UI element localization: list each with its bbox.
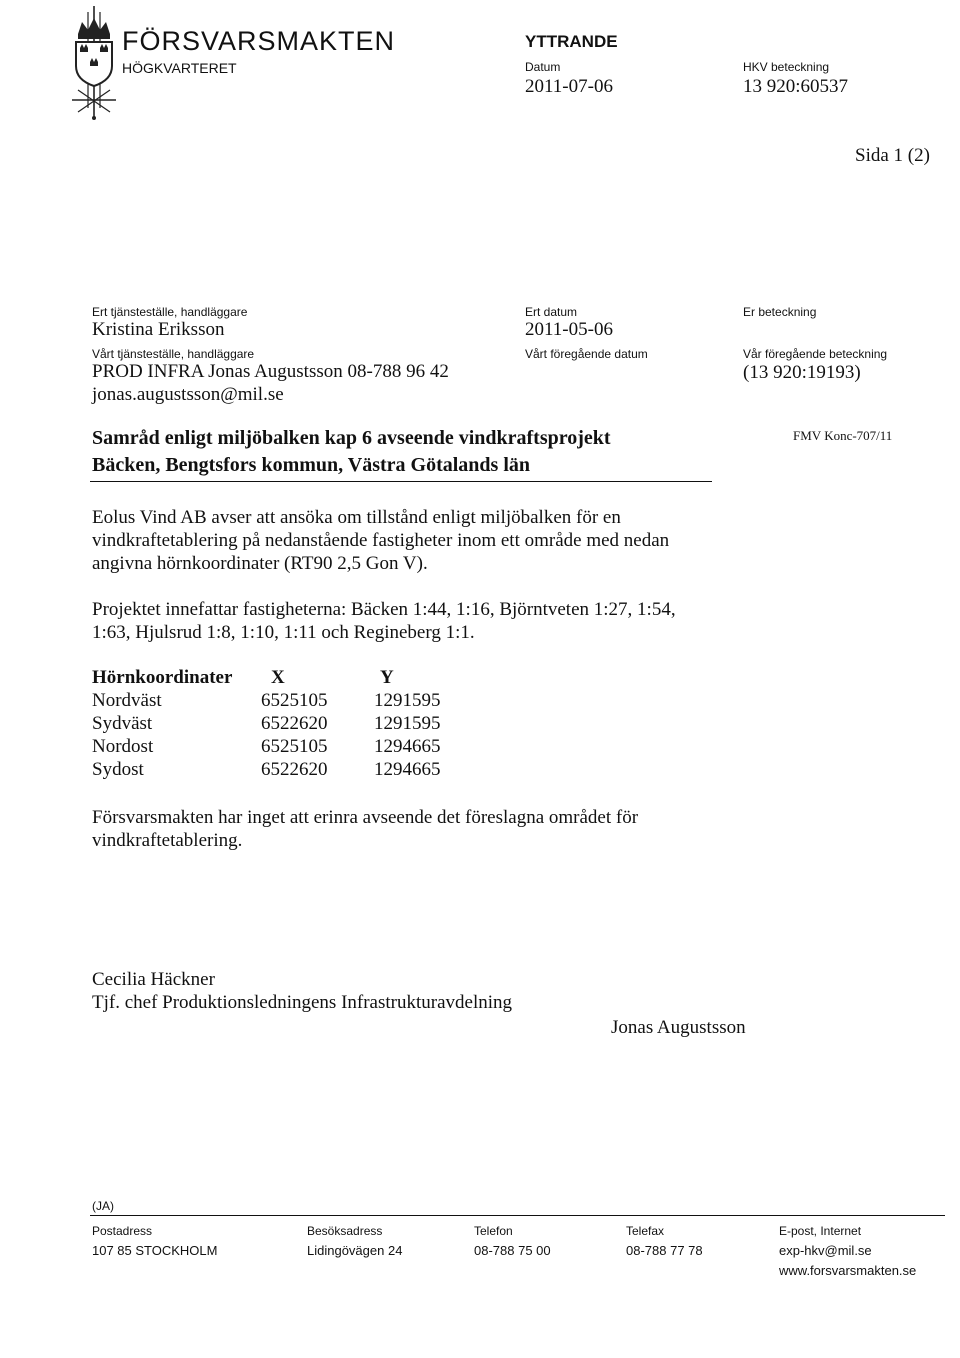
phone-value: 08-788 75 00 (474, 1243, 551, 1258)
our-office-email: jonas.augustsson@mil.se (92, 384, 284, 405)
corner-name: Nordväst (92, 690, 162, 711)
corner-x: 6525105 (261, 690, 328, 711)
paragraph-intro-line: Eolus Vind AB avser att ansöka om tillstånd enligt miljöbalken för en (92, 507, 621, 528)
coordinates-header-row (92, 667, 480, 690)
date-label: Datum (525, 60, 561, 74)
your-date-value: 2011-05-06 (525, 319, 613, 340)
paragraph-properties (92, 598, 676, 644)
document-type: YTTRANDE (525, 32, 618, 51)
fax-label: Telefax (626, 1224, 665, 1238)
phone-label: Telefon (474, 1224, 513, 1238)
reference-value: 13 920:60537 (743, 76, 849, 97)
corner-name: Sydväst (92, 713, 153, 734)
document-title-line1: Samråd enligt miljöbalken kap 6 avseende vindkraftsprojekt (92, 427, 611, 449)
our-prev-ref-value: (13 920:19193) (743, 362, 861, 383)
reference-label: HKV beteckning (743, 60, 830, 74)
corner-y: 1291595 (374, 713, 441, 734)
your-office-label: Ert tjänsteställe, handläggare (92, 305, 248, 319)
forsvarsmakten-logo (68, 4, 120, 122)
page-number: Sida 1 (2) (855, 145, 930, 166)
visit-address-label: Besöksadress (307, 1224, 383, 1238)
paragraph-intro-line: vindkraftetablering på nedanstående fastigheter inom ett område med nedan (92, 530, 670, 551)
org-name: FÖRSVARSMAKTEN (122, 26, 396, 56)
postal-address-label: Postadress (92, 1224, 153, 1238)
coordinates-header-x: X (271, 667, 285, 688)
postal-address-value: 107 85 STOCKHOLM (92, 1243, 218, 1258)
table-row (92, 759, 480, 782)
paragraph-properties-line: Projektet innefattar fastigheterna: Bäcken 1:44, 1:16, Björntveten 1:27, 1:54, (92, 599, 676, 620)
email-value[interactable]: exp-hkv@mil.se (779, 1243, 872, 1258)
website-value[interactable]: www.forsvarsmakten.se (779, 1263, 917, 1278)
fax-value: 08-788 77 78 (626, 1243, 703, 1258)
second-signatory-name: Jonas Augustsson (611, 1017, 746, 1038)
your-ref-label: Er beteckning (743, 305, 817, 319)
signatory-role: Tjf. chef Produktionsledningens Infrastrukturavdelning (92, 992, 513, 1013)
paragraph-conclusion-line: vindkraftetablering. (92, 830, 243, 851)
table-row (92, 690, 480, 713)
visit-address-value: Lidingövägen 24 (307, 1243, 403, 1258)
our-office-value: PROD INFRA Jonas Augustsson 08-788 96 42 (92, 361, 449, 382)
your-office-value: Kristina Eriksson (92, 319, 225, 340)
table-row (92, 736, 480, 759)
our-office-label: Vårt tjänsteställe, handläggare (92, 347, 255, 361)
corner-x: 6522620 (261, 759, 328, 780)
title-underline (90, 481, 712, 482)
coordinates-table (92, 667, 480, 782)
coordinates-header-y: Y (380, 667, 394, 688)
paragraph-conclusion-line: Försvarsmakten har inget att erinra avseende det föreslagna området för (92, 807, 639, 828)
footer-initials: (JA) (92, 1199, 114, 1213)
paragraph-properties-line: 1:63, Hjulsrud 1:8, 1:10, 1:11 och Regineberg 1:1. (92, 622, 475, 643)
corner-y: 1294665 (374, 736, 441, 757)
corner-y: 1294665 (374, 759, 441, 780)
your-date-label: Ert datum (525, 305, 578, 319)
side-reference: FMV Konc-707/11 (793, 428, 893, 443)
footer-divider (90, 1215, 945, 1216)
our-prev-ref-label: Vår föregående beteckning (743, 347, 888, 361)
email-label: E-post, Internet (779, 1224, 862, 1238)
document-title-line2: Bäcken, Bengtsfors kommun, Västra Götalands län (92, 454, 531, 476)
corner-y: 1291595 (374, 690, 441, 711)
signatory-name: Cecilia Häckner (92, 969, 215, 990)
org-unit: HÖGKVARTERET (122, 60, 237, 76)
table-row (92, 713, 480, 736)
our-prev-date-label: Vårt föregående datum (525, 347, 648, 361)
corner-x: 6522620 (261, 713, 328, 734)
coordinates-header-label: Hörnkoordinater (92, 667, 233, 688)
corner-name: Sydost (92, 759, 144, 780)
paragraph-intro-line: angivna hörnkoordinater (RT90 2,5 Gon V). (92, 553, 428, 574)
date-value: 2011-07-06 (525, 76, 613, 97)
corner-name: Nordost (92, 736, 154, 757)
corner-x: 6525105 (261, 736, 328, 757)
paragraph-intro (92, 506, 669, 575)
paragraph-conclusion (92, 806, 638, 852)
